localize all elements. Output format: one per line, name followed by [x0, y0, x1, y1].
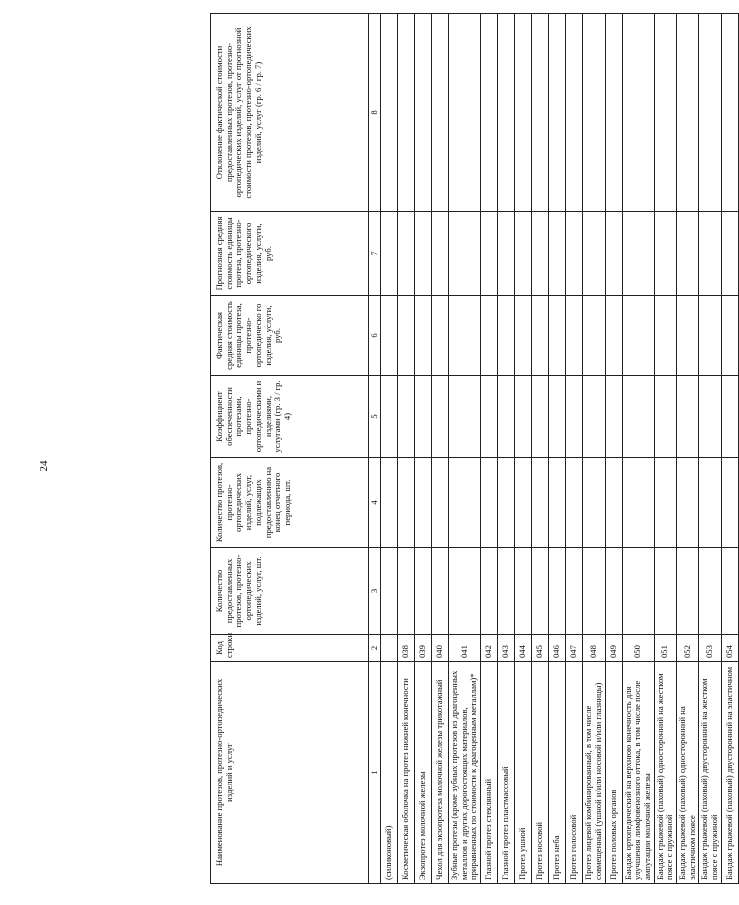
- value-cell-col3[interactable]: [498, 548, 515, 635]
- value-cell-col7[interactable]: [622, 212, 654, 296]
- table-row: [415, 14, 432, 884]
- table-row: [481, 14, 498, 884]
- value-cell-col7[interactable]: [415, 212, 432, 296]
- value-cell-col5[interactable]: [532, 376, 549, 458]
- table-row: [605, 14, 622, 884]
- row-code: 041: [449, 635, 481, 662]
- value-cell-col3[interactable]: [721, 548, 738, 635]
- value-cell-col7[interactable]: [549, 212, 566, 296]
- value-cell-col4[interactable]: [699, 458, 721, 548]
- header-cell-code: Код строки: [211, 635, 369, 662]
- value-cell-col4[interactable]: [432, 458, 449, 548]
- value-cell-col6[interactable]: [498, 296, 515, 376]
- value-cell-col5[interactable]: [677, 376, 699, 458]
- table-row: [532, 14, 549, 884]
- header-cell-name: Наименование протезов, протезно-ортопедических изделий и услуг: [211, 662, 369, 884]
- value-cell-col7[interactable]: [605, 212, 622, 296]
- value-cell-col6[interactable]: [654, 296, 676, 376]
- row-code: 047: [566, 635, 583, 662]
- value-cell-col6[interactable]: [549, 296, 566, 376]
- column-number: 6: [369, 296, 381, 376]
- column-number: 7: [369, 212, 381, 296]
- value-cell-col7[interactable]: [449, 212, 481, 296]
- row-name: Чехол для экзопротеза молочной железы трикотажный: [432, 662, 449, 884]
- value-cell-col6[interactable]: [605, 296, 622, 376]
- row-code: 052: [677, 635, 699, 662]
- value-cell-col8[interactable]: [654, 14, 676, 212]
- table-row: [699, 14, 721, 884]
- value-cell-col8[interactable]: [415, 14, 432, 212]
- value-cell-col5[interactable]: [721, 376, 738, 458]
- prosthetics-table: [210, 13, 739, 884]
- value-cell-col7[interactable]: [481, 212, 498, 296]
- row-code: [381, 635, 398, 662]
- value-cell-col8[interactable]: [432, 14, 449, 212]
- row-name: Протез неба: [549, 662, 566, 884]
- table-row: [654, 14, 676, 884]
- row-name: (силиконовый): [381, 662, 398, 884]
- value-cell-col5[interactable]: [654, 376, 676, 458]
- row-name: Бандаж грыжевой (паховый) односторонний на эластичном поясе: [677, 662, 699, 884]
- table-row: [498, 14, 515, 884]
- value-cell-col6[interactable]: [721, 296, 738, 376]
- value-cell-col6[interactable]: [432, 296, 449, 376]
- table-row: [677, 14, 699, 884]
- table-row: [381, 14, 398, 884]
- value-cell-col3[interactable]: [515, 548, 532, 635]
- value-cell-col6[interactable]: [515, 296, 532, 376]
- value-cell-col4[interactable]: [449, 458, 481, 548]
- value-cell-col8[interactable]: [381, 14, 398, 212]
- row-name: Протез ушной: [515, 662, 532, 884]
- value-cell-col8[interactable]: [498, 14, 515, 212]
- header-cell-forecast-cost: Прогнозная средняя стоимость единицы протеза, протезно-ортопедического изделия, услуги, руб.: [211, 212, 369, 296]
- value-cell-col7[interactable]: [515, 212, 532, 296]
- value-cell-col5[interactable]: [699, 376, 721, 458]
- value-cell-col4[interactable]: [515, 458, 532, 548]
- table-row: [566, 14, 583, 884]
- row-code: 046: [549, 635, 566, 662]
- row-name: Бандаж грыжевой (паховый) односторонний на жестком поясе с пружиной: [654, 662, 676, 884]
- value-cell-col4[interactable]: [721, 458, 738, 548]
- value-cell-col8[interactable]: [532, 14, 549, 212]
- value-cell-col4[interactable]: [398, 458, 415, 548]
- row-name: Бандаж грыжевой (паховый) двусторонний на эластичном: [721, 662, 738, 884]
- row-code: 039: [415, 635, 432, 662]
- table-row: [721, 14, 738, 884]
- row-code: 042: [481, 635, 498, 662]
- value-cell-col7[interactable]: [532, 212, 549, 296]
- value-cell-col4[interactable]: [532, 458, 549, 548]
- header-cell-actual-cost: Фактическая средняя стоимость единицы протеза, протезно-ортопедическо го изделия, услуги, руб.: [211, 296, 369, 376]
- row-code: 054: [721, 635, 738, 662]
- value-cell-col8[interactable]: [398, 14, 415, 212]
- value-cell-col5[interactable]: [398, 376, 415, 458]
- value-cell-col3[interactable]: [549, 548, 566, 635]
- value-cell-col4[interactable]: [677, 458, 699, 548]
- value-cell-col5[interactable]: [381, 376, 398, 458]
- page-number: 24: [38, 460, 50, 472]
- value-cell-col6[interactable]: [415, 296, 432, 376]
- row-code: 044: [515, 635, 532, 662]
- value-cell-col6[interactable]: [532, 296, 549, 376]
- value-cell-col8[interactable]: [699, 14, 721, 212]
- value-cell-col7[interactable]: [566, 212, 583, 296]
- value-cell-col4[interactable]: [498, 458, 515, 548]
- row-name: Протез голосовой: [566, 662, 583, 884]
- value-cell-col7[interactable]: [498, 212, 515, 296]
- row-name: Экзопротез молочной железы: [415, 662, 432, 884]
- row-code: 045: [532, 635, 549, 662]
- value-cell-col8[interactable]: [515, 14, 532, 212]
- value-cell-col4[interactable]: [654, 458, 676, 548]
- value-cell-col5[interactable]: [498, 376, 515, 458]
- table-row: [583, 14, 605, 884]
- rotated-table-container: [210, 14, 734, 884]
- column-number: 4: [369, 458, 381, 548]
- value-cell-col5[interactable]: [622, 376, 654, 458]
- value-cell-col4[interactable]: [622, 458, 654, 548]
- row-name: Зубные протезы (кроме зубных протезов из драгоценных металлов и других дорогостоящих материалов, приравненных по стоимости к драгоценным металлам)*: [449, 662, 481, 884]
- value-cell-col6[interactable]: [449, 296, 481, 376]
- value-cell-col7[interactable]: [583, 212, 605, 296]
- value-cell-col4[interactable]: [381, 458, 398, 548]
- value-cell-col6[interactable]: [677, 296, 699, 376]
- row-name: Бандаж ортопедический на верхнюю конечность для улучшения лимфовенозного оттока, в том числе после ампутации молочной железы: [622, 662, 654, 884]
- table-row: [398, 14, 415, 884]
- header-cell-provided-count: Количество предоставленных протезов, протезно-ортопедических изделий, услуг, шт.: [211, 548, 369, 635]
- table-row: [432, 14, 449, 884]
- value-cell-col4[interactable]: [605, 458, 622, 548]
- header-cell-coverage-ratio: Коэффициент обеспеченности протезами, протезно-ортопедическими и изделиями, услугами (гр. 3 / гр. 4): [211, 376, 369, 458]
- row-code: 040: [432, 635, 449, 662]
- value-cell-col5[interactable]: [432, 376, 449, 458]
- value-cell-col5[interactable]: [605, 376, 622, 458]
- value-cell-col4[interactable]: [481, 458, 498, 548]
- row-name: Протез лицевой комбинированный, в том числе совмещенный (ушной и/или носовой и/или глазницы): [583, 662, 605, 884]
- value-cell-col4[interactable]: [415, 458, 432, 548]
- value-cell-col5[interactable]: [566, 376, 583, 458]
- value-cell-col5[interactable]: [449, 376, 481, 458]
- value-cell-col7[interactable]: [699, 212, 721, 296]
- value-cell-col3[interactable]: [605, 548, 622, 635]
- value-cell-col3[interactable]: [432, 548, 449, 635]
- value-cell-col8[interactable]: [566, 14, 583, 212]
- table-row: [449, 14, 481, 884]
- value-cell-col8[interactable]: [721, 14, 738, 212]
- table-header-row: [211, 14, 369, 884]
- value-cell-col3[interactable]: [654, 548, 676, 635]
- value-cell-col3[interactable]: [677, 548, 699, 635]
- table-row: [549, 14, 566, 884]
- row-code: 050: [622, 635, 654, 662]
- row-name: Глазной протез стеклянный: [481, 662, 498, 884]
- value-cell-col7[interactable]: [398, 212, 415, 296]
- value-cell-col6[interactable]: [566, 296, 583, 376]
- value-cell-col8[interactable]: [583, 14, 605, 212]
- column-number: 2: [369, 635, 381, 662]
- value-cell-col5[interactable]: [583, 376, 605, 458]
- value-cell-col3[interactable]: [381, 548, 398, 635]
- column-number: 5: [369, 376, 381, 458]
- value-cell-col6[interactable]: [381, 296, 398, 376]
- value-cell-col7[interactable]: [721, 212, 738, 296]
- value-cell-col3[interactable]: [583, 548, 605, 635]
- value-cell-col3[interactable]: [566, 548, 583, 635]
- row-code: 049: [605, 635, 622, 662]
- value-cell-col5[interactable]: [515, 376, 532, 458]
- value-cell-col3[interactable]: [622, 548, 654, 635]
- value-cell-col8[interactable]: [449, 14, 481, 212]
- value-cell-col6[interactable]: [481, 296, 498, 376]
- table-row: [515, 14, 532, 884]
- column-number: 8: [369, 14, 381, 212]
- value-cell-col8[interactable]: [677, 14, 699, 212]
- row-name: Бандаж грыжевой (паховый) двусторонний на жестком поясе с пружиной: [699, 662, 721, 884]
- value-cell-col8[interactable]: [481, 14, 498, 212]
- value-cell-col3[interactable]: [398, 548, 415, 635]
- value-cell-col7[interactable]: [677, 212, 699, 296]
- value-cell-col7[interactable]: [381, 212, 398, 296]
- value-cell-col3[interactable]: [415, 548, 432, 635]
- value-cell-col6[interactable]: [583, 296, 605, 376]
- row-name: Косметическая оболочка на протез нижней конечности: [398, 662, 415, 884]
- value-cell-col8[interactable]: [605, 14, 622, 212]
- value-cell-col8[interactable]: [622, 14, 654, 212]
- row-code: 051: [654, 635, 676, 662]
- row-code: 043: [498, 635, 515, 662]
- value-cell-col5[interactable]: [481, 376, 498, 458]
- value-cell-col3[interactable]: [449, 548, 481, 635]
- row-name: Протез половых органов: [605, 662, 622, 884]
- value-cell-col4[interactable]: [549, 458, 566, 548]
- value-cell-col4[interactable]: [583, 458, 605, 548]
- row-code: 048: [583, 635, 605, 662]
- value-cell-col3[interactable]: [481, 548, 498, 635]
- column-number: 1: [369, 662, 381, 884]
- header-cell-due-count: Количество протезов, протезно-ортопедических изделий, услуг, подлежащих предоставлению на конец отчетного периода, шт.: [211, 458, 369, 548]
- value-cell-col7[interactable]: [432, 212, 449, 296]
- column-number: 3: [369, 548, 381, 635]
- value-cell-col6[interactable]: [699, 296, 721, 376]
- value-cell-col6[interactable]: [398, 296, 415, 376]
- value-cell-col8[interactable]: [549, 14, 566, 212]
- row-name: Протез носовой: [532, 662, 549, 884]
- value-cell-col6[interactable]: [622, 296, 654, 376]
- column-number-row: [369, 14, 381, 884]
- row-name: Глазной протез пластмассовый: [498, 662, 515, 884]
- value-cell-col5[interactable]: [415, 376, 432, 458]
- table-row: [622, 14, 654, 884]
- header-cell-cost-deviation: Отклонение фактической стоимости предоставленных протезов, протезно-ортопедических изделий, услуг от прогнозной стоимости протезов, протезно-ортопедических изделий, услуг (гр. 6 / гр. 7): [211, 14, 369, 212]
- value-cell-col7[interactable]: [654, 212, 676, 296]
- row-code: 053: [699, 635, 721, 662]
- value-cell-col5[interactable]: [549, 376, 566, 458]
- value-cell-col3[interactable]: [532, 548, 549, 635]
- value-cell-col3[interactable]: [699, 548, 721, 635]
- value-cell-col4[interactable]: [566, 458, 583, 548]
- row-code: 038: [398, 635, 415, 662]
